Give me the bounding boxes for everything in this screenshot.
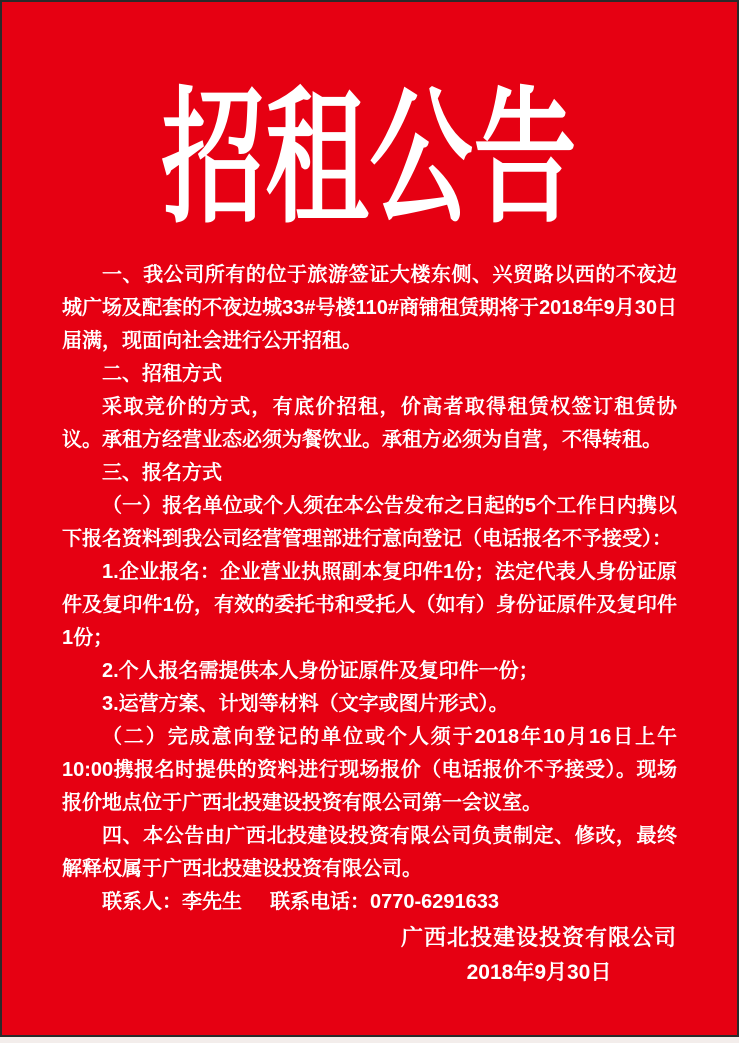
signature-block: [401, 920, 677, 990]
paragraph-registration: （一）报名单位或个人须在本公告发布之日起的5个工作日内携以下报名资料到我公司经营管理部进行意向登记（电话报名不予接受）：: [62, 495, 677, 550]
announcement-body: [62, 259, 677, 990]
section-3-heading: 三、报名方式: [102, 462, 222, 484]
paragraph-interpretation: 四、本公告由广西北投建设投资有限公司负责制定、修改，最终解释权属于广西北投建设投资有限公司。: [62, 825, 677, 880]
signature-company: 广西北投建设投资有限公司: [400, 925, 677, 950]
title-area: [2, 79, 737, 242]
contact-phone-label: 联系电话：: [270, 891, 370, 913]
paragraph-bidding-method: 采取竞价的方式，有底价招租，价高者取得租赁权签订租赁协议。承租方经营业态必须为餐饮业。承租方必须为自营，不得转租。: [62, 396, 677, 451]
signature-date: 2018年9月30日: [466, 961, 612, 984]
contact-line: [62, 886, 677, 919]
contact-person: 李先生: [182, 891, 242, 913]
poster-title: 招租公告: [161, 79, 578, 242]
paragraph-onsite-bidding: （二）完成意向登记的单位或个人须于2018年10月16日上午10:00携报名时提供的资料进行现场报价（电话报价不予接受）。现场报价地点位于广西北投建设投资有限公司第一会议室。: [62, 726, 677, 814]
paragraph-materials: 3.运营方案、计划等材料（文字或图片形式）。: [102, 693, 509, 715]
photo-edge-strip: [0, 1037, 739, 1043]
contact-phone: 0770-6291633: [370, 891, 500, 913]
paragraph-company-entry: 1.企业报名：企业营业执照副本复印件1份；法定代表人身份证原件及复印件1份，有效的委托书和受托人（如有）身份证原件及复印件1份；: [62, 561, 677, 649]
paragraph-personal-entry: 2.个人报名需提供本人身份证原件及复印件一份；: [102, 660, 539, 682]
paragraph-intro: 一、我公司所有的位于旅游签证大楼东侧、兴贸路以西的不夜边城广场及配套的不夜边城33#号楼110#商铺租赁期将于2018年9月30日届满，现面向社会进行公开招租。: [62, 264, 677, 352]
contact-person-label: 联系人：: [102, 891, 182, 913]
section-2-heading: 二、招租方式: [102, 363, 222, 385]
